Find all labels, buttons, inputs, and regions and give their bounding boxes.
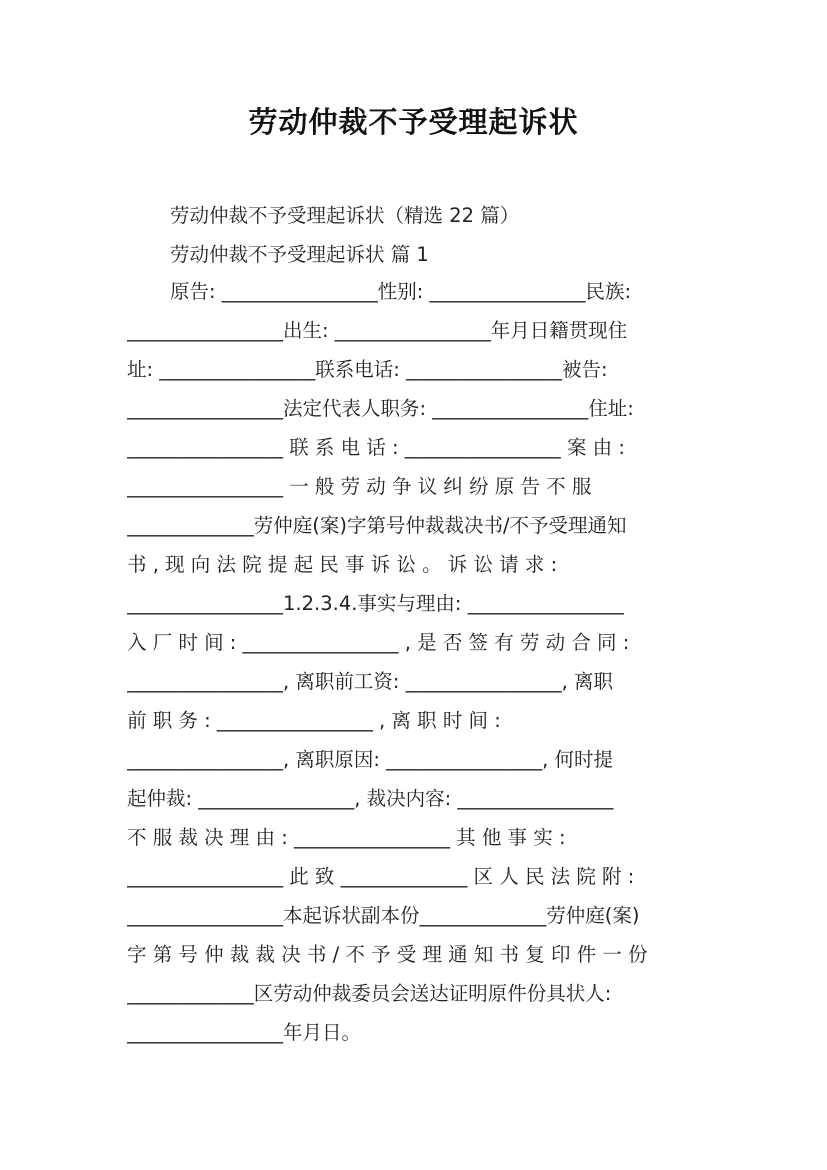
body-line: 起仲裁: ________________, 裁决内容: ________________ [127,787,614,810]
body-line: ________________ 一 般 劳 动 争 议 纠 纷 原 告 不 服 [127,475,592,498]
body-line: _____________劳仲庭(案)字第号仲裁裁决书/不予受理通知 [127,514,627,537]
body-line: ________________1.2.3.4.事实与理由: ________________ [127,592,624,615]
body-line: 址: ________________联系电话: ________________被告: [127,358,608,381]
body-line: 入 厂 时 间 : ________________ , 是 否 签 有 劳 动 合 同 : [127,631,630,654]
body-line: 字 第 号 仲 裁 裁 决 书 / 不 予 受 理 通 知 书 复 印 件 一 份 [127,943,648,966]
body-line: 书 , 现 向 法 院 提 起 民 事 诉 讼 。 诉 讼 请 求 : [127,553,558,576]
body-line: ________________出生: ________________年月日籍贯现住 [127,319,628,342]
body-line: ________________本起诉状副本份_____________劳仲庭(案) [127,904,640,927]
body-line: ________________ 联 系 电 话 : ________________ 案 由 : [127,436,625,459]
body-line: ________________, 离职前工资: ________________, 离职 [127,670,614,693]
body-line: ________________法定代表人职务: ________________住址: [127,397,634,420]
body-line: ________________ 此 致 _____________ 区 人 民 法 院 附 : [127,865,635,888]
body-line: _____________区劳动仲裁委员会送达证明原件份具状人: [127,982,612,1005]
document-body [127,272,703,1052]
subtitle-line: 劳动仲裁不予受理起诉状（精选 22 篇） [170,204,520,227]
body-line: 不 服 裁 决 理 由 : ________________ 其 他 事 实 : [127,826,566,849]
section-heading: 劳动仲裁不予受理起诉状 篇 1 [170,243,429,266]
document-title: 劳动仲裁不予受理起诉状 [248,105,579,139]
body-line: 前 职 务 : ________________ , 离 职 时 间 : [127,709,501,732]
document-intro [127,196,703,274]
body-line: 原告: ________________性别: ________________民族: [170,280,632,303]
body-line: ________________年月日。 [127,1021,362,1044]
body-line: ________________, 离职原因: ________________, 何时提 [127,748,614,771]
